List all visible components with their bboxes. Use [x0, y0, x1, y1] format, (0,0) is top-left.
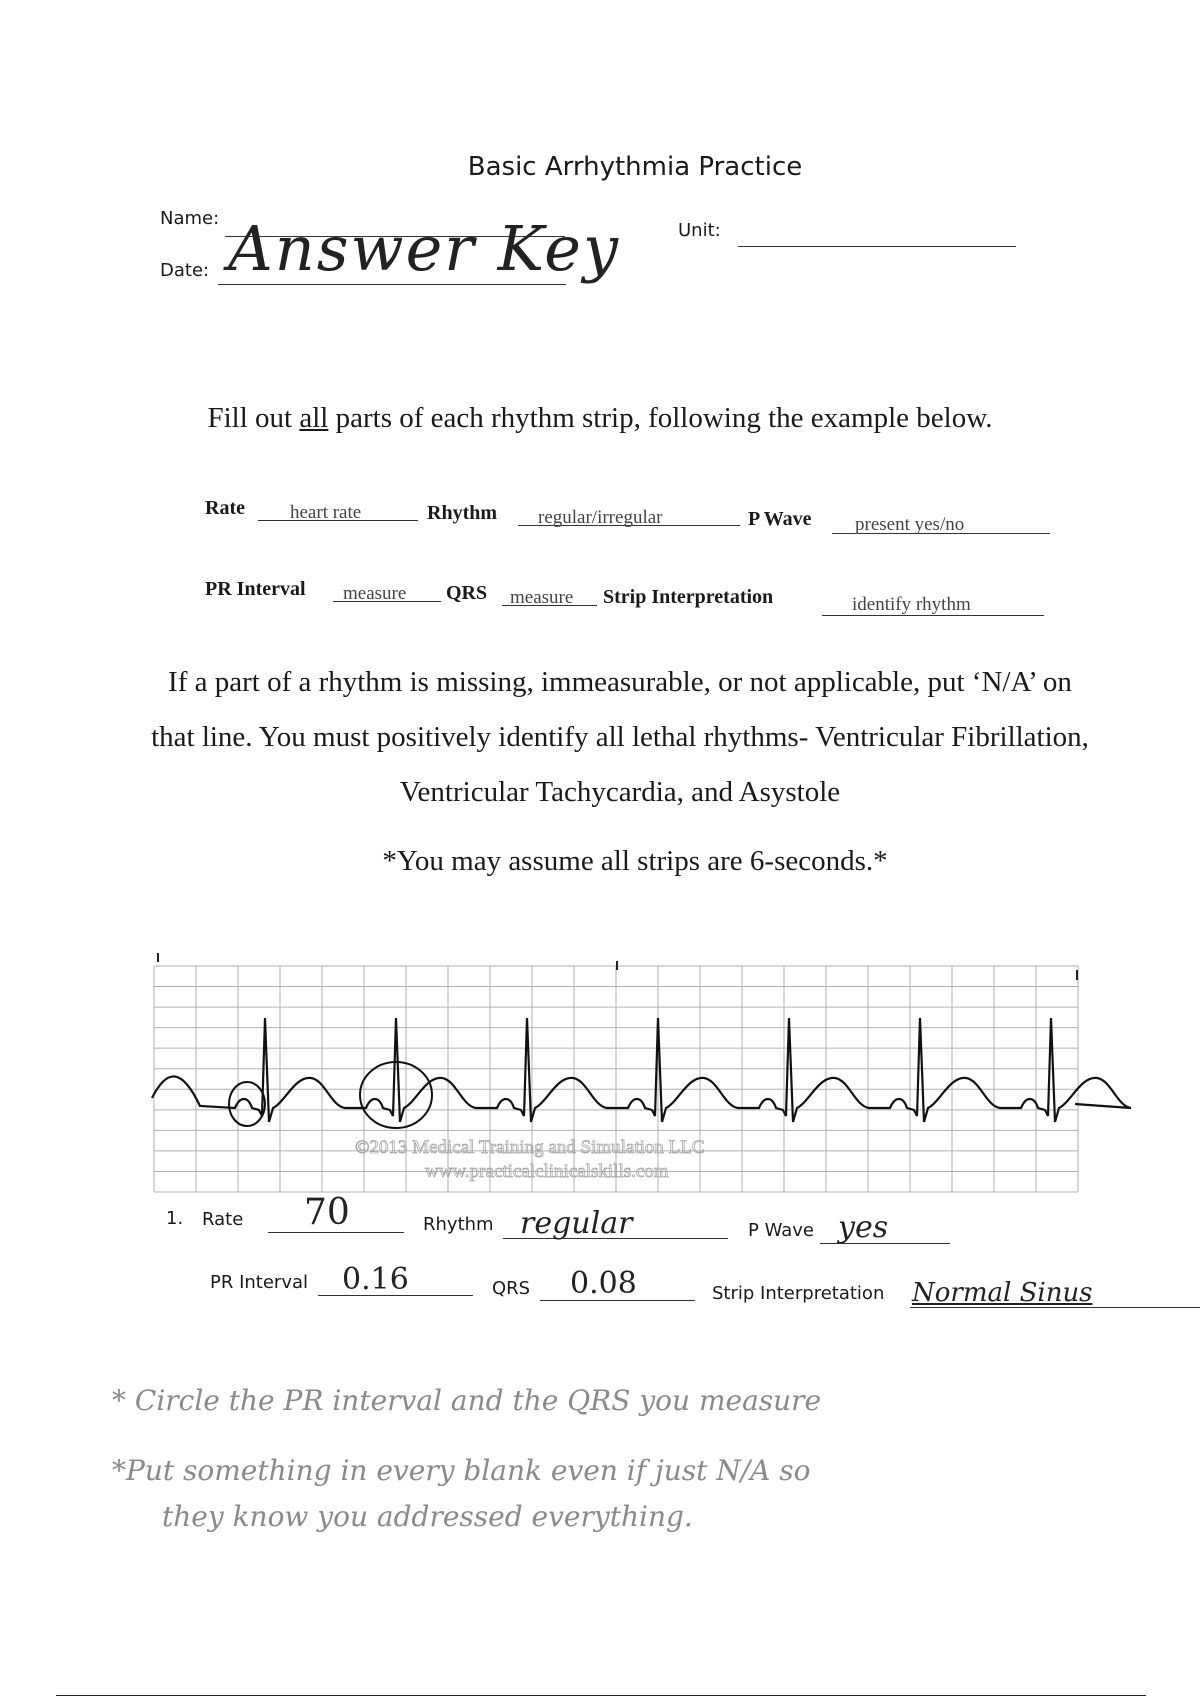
q1-rate-answer: 70 — [304, 1192, 350, 1233]
unit-label: Unit: — [678, 220, 721, 241]
example-pr-value: measure — [343, 583, 407, 604]
note-line-1: * Circle the PR interval and the QRS you measure — [112, 1384, 822, 1417]
q1-pr-label: PR Interval — [210, 1272, 309, 1293]
pr-interval-circle — [229, 1082, 265, 1126]
example-interp-value: identify rhythm — [852, 594, 971, 615]
example-qrs-label: QRS — [446, 582, 488, 604]
instruction-lead-after: parts of each rhythm strip, following the example below. — [335, 402, 993, 434]
instruction-lead-underlined: all — [299, 402, 329, 434]
example-pwave-label: P Wave — [748, 508, 812, 530]
example-qrs-value: measure — [510, 587, 574, 608]
date-label: Date: — [160, 260, 210, 281]
ecg-waveform — [152, 1018, 1131, 1122]
example-rate-value: heart rate — [290, 502, 362, 523]
q1-interp-label: Strip Interpretation — [712, 1283, 885, 1304]
example-interp-label: Strip Interpretation — [603, 586, 774, 608]
strip-watermark-1: ©2013 Medical Training and Simulation LLC — [355, 1137, 705, 1158]
instruction-lead-before: Fill out — [207, 402, 293, 434]
handwritten-answer-key: Answer Key — [228, 212, 620, 285]
note-line-3: they know you addressed everything. — [162, 1500, 693, 1533]
note-line-2: *Put something in every blank even if just N/A so — [112, 1454, 811, 1487]
bottom-rule — [56, 1695, 1146, 1696]
q1-pr-answer: 0.16 — [342, 1262, 409, 1297]
qrs-circle — [360, 1062, 432, 1128]
example-rhythm-value: regular/irregular — [538, 507, 663, 528]
q1-number: 1. — [166, 1208, 184, 1229]
q1-qrs-label: QRS — [492, 1278, 531, 1299]
q1-rhythm-label: Rhythm — [423, 1214, 494, 1235]
example-rhythm-label: Rhythm — [427, 502, 498, 524]
name-label: Name: — [160, 208, 220, 229]
instruction-paragraph: If a part of a rhythm is missing, immeasurable, or not applicable, put ‘N/A’ on that line. You must positively identify all lethal rhythms- Ventricular Fibrillation, Ventricular Tachycardia, and Asystole — [151, 666, 1089, 808]
q1-qrs-answer: 0.08 — [570, 1266, 637, 1301]
assumption-note: *You may assume all strips are 6-seconds.* — [382, 845, 888, 877]
q1-pwave-answer: yes — [838, 1210, 889, 1245]
q1-rhythm-answer: regular — [520, 1206, 633, 1241]
example-pr-label: PR Interval — [205, 578, 306, 600]
q1-interp-answer: Normal Sinus — [912, 1278, 1093, 1308]
q1-rate-label: Rate — [202, 1209, 244, 1230]
strip-watermark-2: www.practicalclinicalskills.com — [425, 1161, 669, 1182]
q1-pwave-label: P Wave — [748, 1220, 814, 1241]
example-rate-label: Rate — [205, 497, 245, 519]
page-title: Basic Arrhythmia Practice — [467, 152, 803, 182]
example-pwave-value: present yes/no — [855, 514, 965, 535]
